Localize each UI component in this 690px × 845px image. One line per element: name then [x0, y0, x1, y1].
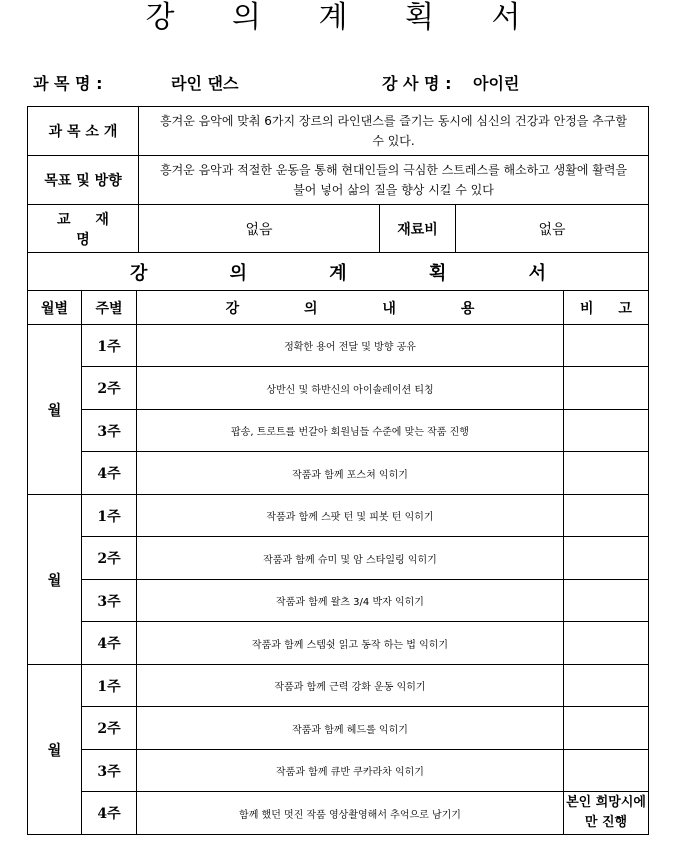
table-row	[28, 707, 649, 750]
plan-section-title: 강 의 계 획 서	[28, 253, 649, 291]
table-row	[28, 325, 649, 367]
week-cell: 2주	[82, 707, 137, 750]
textbook-value: 없음	[139, 205, 380, 253]
week-cell: 4주	[82, 622, 137, 665]
table-row	[28, 537, 649, 580]
course-info-table	[27, 106, 649, 253]
content-cell: 함께 했던 멋진 작품 영상촬영해서 추억으로 남기기	[137, 792, 564, 835]
content-cell: 작품과 함께 왈츠 3/4 박자 익히기	[137, 580, 564, 622]
content-cell: 작품과 함께 스텝쉿 읽고 동작 하는 법 익히기	[137, 622, 564, 665]
note-cell	[564, 410, 649, 452]
week-cell: 3주	[82, 580, 137, 622]
table-row	[28, 580, 649, 622]
table-row	[28, 495, 649, 537]
note-cell	[564, 707, 649, 750]
column-header-week: 주별	[82, 291, 137, 325]
table-row	[28, 622, 649, 665]
month-cell: 월	[28, 325, 82, 495]
column-header-month: 월별	[28, 291, 82, 325]
month-cell: 월	[28, 495, 82, 665]
week-cell: 4주	[82, 792, 137, 835]
content-cell: 작품과 함께 스팟 턴 및 피봇 턴 익히기	[137, 495, 564, 537]
week-cell: 1주	[82, 325, 137, 367]
week-cell: 3주	[82, 410, 137, 452]
note-cell	[564, 452, 649, 495]
table-row	[28, 452, 649, 495]
content-cell: 상반신 및 하반신의 아이솔레이션 티칭	[137, 367, 564, 410]
note-cell	[564, 622, 649, 665]
content-cell: 정확한 용어 전달 및 방향 공유	[137, 325, 564, 367]
week-cell: 1주	[82, 665, 137, 707]
week-cell: 2주	[82, 537, 137, 580]
subject-label: 과 목 명 :	[33, 74, 103, 93]
note-cell	[564, 495, 649, 537]
column-header-note: 비 고	[564, 291, 649, 325]
course-intro-text: 흥겨운 음악에 맞춰 6가지 장르의 라인댄스를 즐기는 동시에 심신의 건강과 안정을 추구할 수 있다.	[139, 107, 649, 156]
content-cell: 작품과 함께 슈미 및 암 스타일링 익히기	[137, 537, 564, 580]
goal-label: 목표 및 방향	[28, 156, 139, 205]
subject-value: 라인 댄스	[171, 74, 239, 93]
material-fee-label: 재료비	[380, 205, 456, 253]
column-header-content: 강 의 내 용	[137, 291, 564, 325]
content-cell: 작품과 함께 헤드롤 익히기	[137, 707, 564, 750]
week-cell: 1주	[82, 495, 137, 537]
content-cell: 팝송, 트로트를 번갈아 회원님들 수준에 맞는 작품 진행	[137, 410, 564, 452]
content-cell: 작품과 함께 큐반 쿠카라차 익히기	[137, 750, 564, 792]
note-cell	[564, 665, 649, 707]
goal-text: 흥겨운 음악과 적절한 운동을 통해 현대인들의 극심한 스트레스를 해소하고 생활에 활력을 불어 넣어 삶의 질을 향상 시킬 수 있다	[139, 156, 649, 205]
week-cell: 2주	[82, 367, 137, 410]
content-cell: 작품과 함께 근력 강화 운동 익히기	[137, 665, 564, 707]
instructor-value: 아이린	[473, 74, 520, 93]
week-cell: 4주	[82, 452, 137, 495]
note-cell	[564, 537, 649, 580]
course-intro-label: 과 목 소 개	[28, 107, 139, 156]
table-row	[28, 367, 649, 410]
document-title: 강 의 계 획 서	[145, 0, 545, 35]
plan-rows	[28, 325, 649, 835]
note-cell	[564, 325, 649, 367]
note-cell	[564, 750, 649, 792]
month-cell: 월	[28, 665, 82, 835]
table-row	[28, 750, 649, 792]
note-cell: 본인 희망시에만 진행	[564, 792, 649, 835]
table-row	[28, 410, 649, 452]
note-cell	[564, 367, 649, 410]
table-row	[28, 665, 649, 707]
table-row	[28, 792, 649, 835]
note-cell	[564, 580, 649, 622]
instructor-label: 강 사 명 :	[382, 74, 452, 93]
material-fee-value: 없음	[456, 205, 649, 253]
week-cell: 3주	[82, 750, 137, 792]
textbook-label: 교 재 명	[28, 205, 139, 253]
lecture-plan-table	[27, 252, 649, 835]
content-cell: 작품과 함께 포스쳐 익히기	[137, 452, 564, 495]
